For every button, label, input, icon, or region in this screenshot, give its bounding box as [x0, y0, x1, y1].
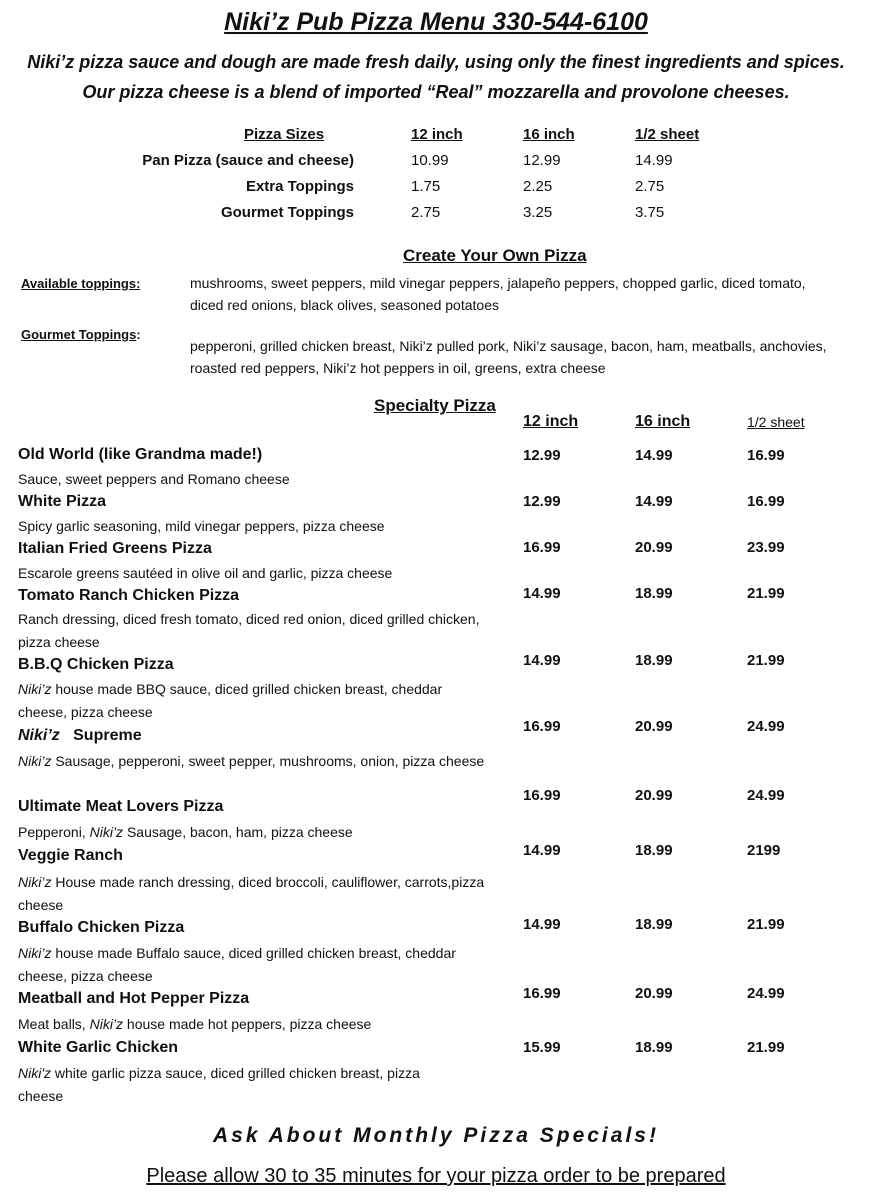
gourmet-toppings-text: pepperoni, grilled chicken breast, Niki’z pulled pork, Niki’z sausage, bacon, ham, meatballs, anchovies, roasted red peppers, Niki’z hot peppers in oil, greens, extra cheese [190, 338, 827, 376]
sizes-row-label: Extra Toppings [245, 178, 354, 195]
pizza-name: Buffalo Chicken Pizza [18, 919, 185, 936]
sizes-price: 10.99 [411, 152, 449, 169]
sizes-price: 2.75 [635, 178, 665, 195]
pizza-name: Italian Fried Greens Pizza [18, 540, 212, 557]
specialty-col-12: 12 inch [523, 413, 579, 430]
pizza-desc-brand: Niki’z [89, 1016, 124, 1032]
pizza-desc: Escarole greens sautéed in olive oil and garlic, pizza cheese [18, 565, 393, 581]
pizza-price-half: 21.99 [747, 585, 785, 602]
menu-intro: Niki’z pizza sauce and dough are made fresh daily, using only the finest ingredients and spices. Our pizza cheese is a blend of imported “Real” mozzarella and provolone cheeses. [27, 52, 845, 102]
sizes-price: 14.99 [635, 152, 673, 169]
prep-time-notice: Please allow 30 to 35 minutes for your pizza order to be prepared [146, 1165, 726, 1187]
pizza-desc-brand: Niki’z [18, 681, 52, 697]
pizza-desc-brand: Niki’z [18, 945, 52, 961]
pizza-desc-brand: Niki’z [89, 824, 124, 840]
pizza-price-16: 18.99 [635, 916, 673, 933]
sizes-price: 2.25 [523, 178, 553, 195]
sizes-col-half: 1/2 sheet [635, 126, 700, 143]
pizza-price-16: 18.99 [635, 585, 673, 602]
pizza-price-12: 14.99 [523, 652, 561, 669]
pizza-price-half: 16.99 [747, 447, 785, 464]
pizza-price-16: 18.99 [635, 652, 673, 669]
specialty-col-half: 1/2 sheet [747, 414, 805, 430]
pizza-desc: Niki’z house made Buffalo sauce, diced grilled chicken breast, cheddar cheese, pizza cheese [18, 945, 456, 984]
pizza-price-12: 14.99 [523, 585, 561, 602]
pizza-desc: Niki’z house made BBQ sauce, diced grilled chicken breast, cheddar cheese, pizza cheese [18, 681, 443, 720]
pizza-name: B.B.Q Chicken Pizza [18, 656, 174, 673]
pizza-name: Tomato Ranch Chicken Pizza [18, 587, 240, 604]
specialty-title: Specialty Pizza [374, 396, 496, 415]
sizes-row-label: Pan Pizza (sauce and cheese) [142, 152, 354, 169]
pizza-price-12: 14.99 [523, 916, 561, 933]
create-title: Create Your Own Pizza [403, 246, 587, 265]
pizza-price-16: 20.99 [635, 539, 673, 556]
pizza-price-half: 24.99 [747, 787, 785, 804]
pizza-price-16: 18.99 [635, 1039, 673, 1056]
pizza-desc-brand: Niki’z [18, 753, 52, 769]
sizes-price: 3.25 [523, 204, 553, 221]
pizza-name: White Pizza [18, 493, 107, 510]
pizza-price-16: 20.99 [635, 787, 673, 804]
pizza-price-12: 16.99 [523, 787, 561, 804]
sizes-heading: Pizza Sizes [244, 126, 325, 143]
available-toppings-text: mushrooms, sweet peppers, mild vinegar peppers, jalapeño peppers, chopped garlic, diced tomato, diced red onions, black olives, seasoned potatoes [190, 275, 806, 313]
pizza-price-half: 24.99 [747, 718, 785, 735]
specialty-col-16: 16 inch [635, 413, 691, 430]
pizza-price-12: 12.99 [523, 447, 561, 464]
pizza-price-half: 23.99 [747, 539, 785, 556]
pizza-desc-brand: Niki'z [18, 1065, 52, 1081]
pizza-price-16: 18.99 [635, 842, 673, 859]
sizes-price: 3.75 [635, 204, 665, 221]
gourmet-toppings-colon: : [136, 327, 141, 342]
sizes-row-label: Gourmet Toppings [220, 204, 354, 221]
sizes-price: 2.75 [411, 204, 441, 221]
pizza-desc: Spicy garlic seasoning, mild vinegar peppers, pizza cheese [18, 518, 385, 534]
sizes-price: 1.75 [411, 178, 441, 195]
pizza-price-16: 14.99 [635, 493, 673, 510]
sizes-price: 12.99 [523, 152, 561, 169]
pizza-price-12: 12.99 [523, 493, 561, 510]
pizza-price-12: 14.99 [523, 842, 561, 859]
pizza-price-12: 16.99 [523, 985, 561, 1002]
pizza-price-12: 16.99 [523, 539, 561, 556]
pizza-name: Veggie Ranch [18, 847, 123, 864]
pizza-price-16: 14.99 [635, 447, 673, 464]
pizza-desc: Niki’z Sausage, pepperoni, sweet pepper, mushrooms, onion, pizza cheese [18, 753, 485, 769]
menu-title: Niki’z Pub Pizza Menu 330-544-6100 [224, 8, 648, 36]
pizza-price-16: 20.99 [635, 985, 673, 1002]
pizza-name-brand: Niki’z [18, 727, 60, 744]
pizza-desc: Pepperoni, Niki’z Sausage, bacon, ham, pizza cheese [18, 824, 353, 840]
pizza-desc: Niki’z House made ranch dressing, diced broccoli, cauliflower, carrots,pizza cheese [18, 874, 485, 913]
monthly-specials-banner: Ask About Monthly Pizza Specials! [213, 1124, 659, 1147]
pizza-desc: Ranch dressing, diced fresh tomato, diced red onion, diced grilled chicken, pizza cheese [18, 611, 480, 650]
available-toppings-label: Available toppings: [21, 276, 141, 291]
sizes-col-16: 16 inch [523, 126, 575, 143]
pizza-price-16: 20.99 [635, 718, 673, 735]
pizza-price-half: 21.99 [747, 916, 785, 933]
pizza-name: White Garlic Chicken [18, 1039, 179, 1056]
pizza-name: Niki’z Supreme [18, 727, 142, 744]
pizza-desc-brand: Niki’z [18, 874, 52, 890]
pizza-price-12: 16.99 [523, 718, 561, 735]
gourmet-toppings-label-wrap [21, 327, 141, 342]
pizza-desc: Sauce, sweet peppers and Romano cheese [18, 471, 290, 487]
pizza-desc: Meat balls, Niki’z house made hot peppers, pizza cheese [18, 1016, 372, 1032]
gourmet-toppings-label: Gourmet Toppings [21, 327, 137, 342]
pizza-price-half: 21.99 [747, 652, 785, 669]
pizza-name: Old World (like Grandma made!) [18, 446, 263, 463]
pizza-price-half: 24.99 [747, 985, 785, 1002]
pizza-price-half: 16.99 [747, 493, 785, 510]
pizza-name: Ultimate Meat Lovers Pizza [18, 798, 224, 815]
pizza-desc: Niki'z white garlic pizza sauce, diced grilled chicken breast, pizza cheese [18, 1065, 420, 1104]
pizza-price-half: 2199 [747, 842, 781, 859]
pizza-name: Meatball and Hot Pepper Pizza [18, 990, 250, 1007]
sizes-col-12: 12 inch [411, 126, 463, 143]
pizza-price-half: 21.99 [747, 1039, 785, 1056]
pizza-price-12: 15.99 [523, 1039, 561, 1056]
